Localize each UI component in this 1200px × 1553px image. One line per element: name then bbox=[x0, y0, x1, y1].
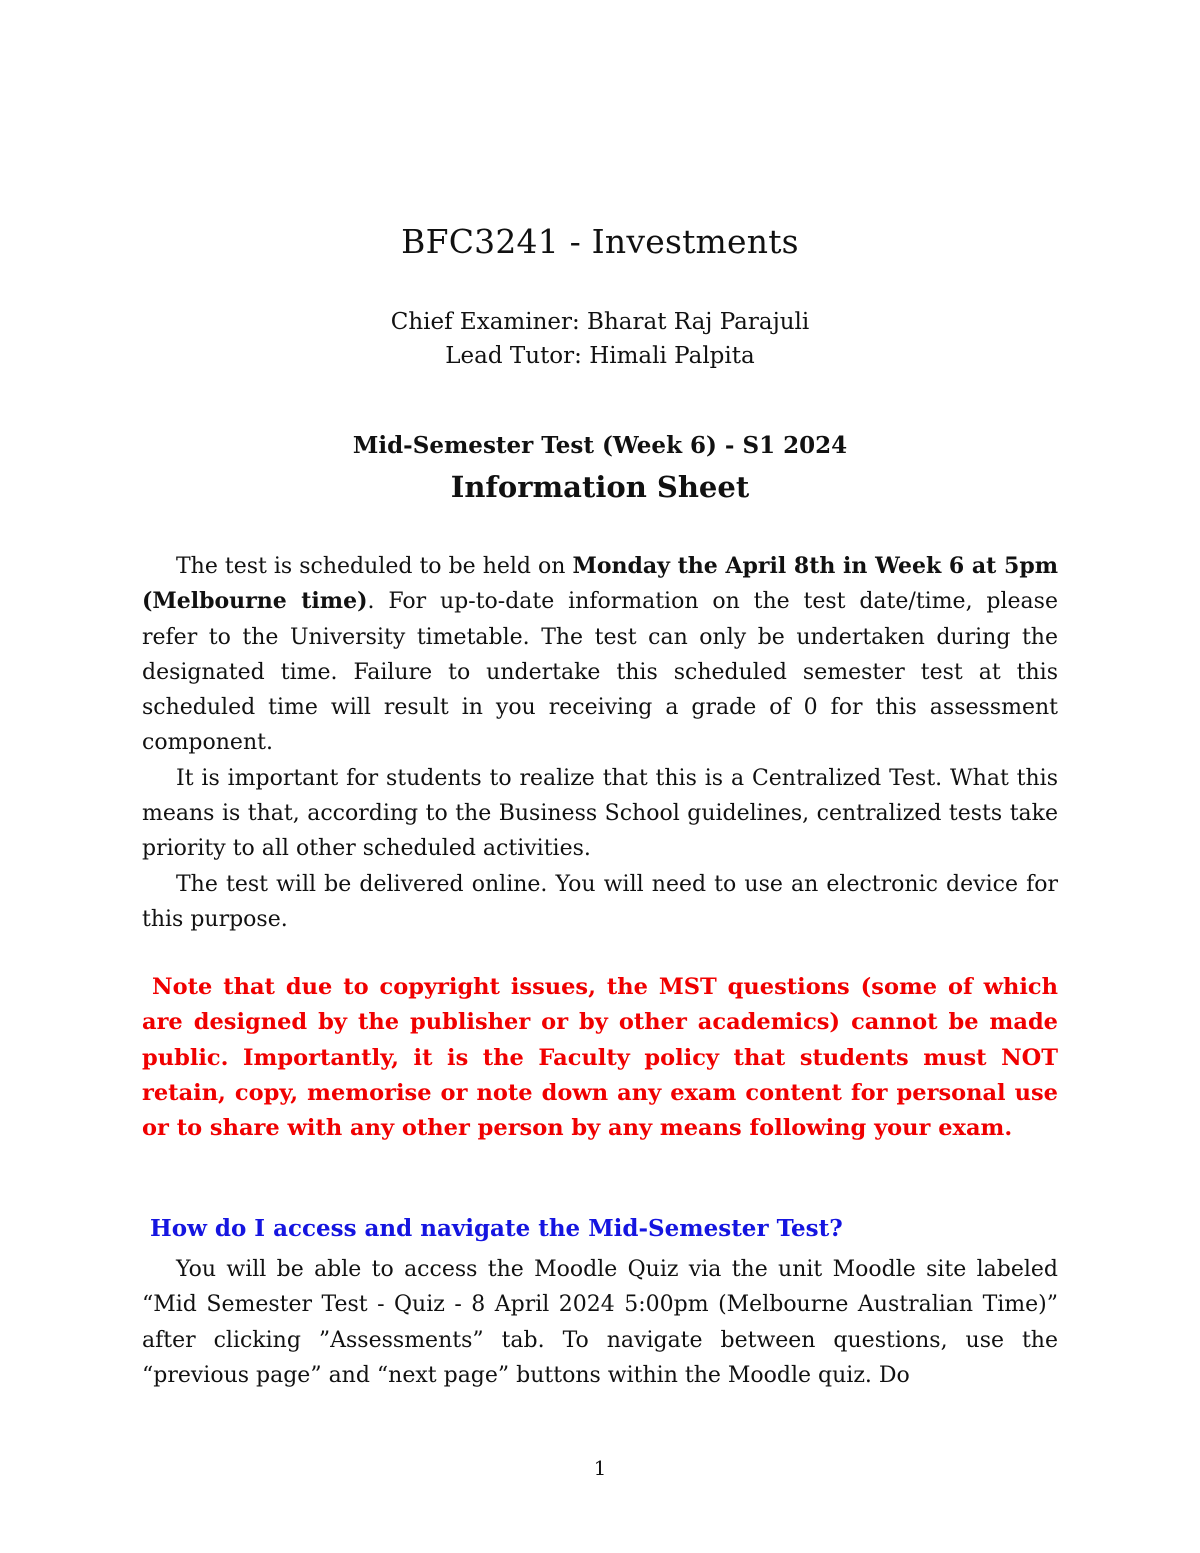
chief-examiner: Chief Examiner: Bharat Raj Parajuli bbox=[390, 309, 810, 335]
intro-section bbox=[142, 549, 1058, 937]
schedule-rest: . For up-to-date information on the test date/time, please refer to the University timetable. The test can only be undertaken during the designated time. Failure to undertake this scheduled semester test at this scheduled time will result in you receiving a grade of 0 for this assessment component. bbox=[142, 589, 1058, 756]
staff-block bbox=[0, 305, 1200, 373]
access-heading: How do I access and navigate the Mid-Semester Test? bbox=[150, 1215, 843, 1242]
sheet-title: Information Sheet bbox=[450, 470, 750, 504]
access-section bbox=[142, 1252, 1058, 1393]
schedule-date: Monday the April 8th in Week 6 at 5pm (Melbourne time) bbox=[142, 553, 1058, 615]
page-number: 1 bbox=[593, 1456, 607, 1480]
online-paragraph: The test will be delivered online. You will need to use an electronic device for this purpose. bbox=[142, 871, 1058, 932]
notice-text: Note that due to copyright issues, the MST questions (some of which are designed by the publisher or by other academics) cannot be made public. Importantly, it is the Faculty policy that students must NOT retain, copy, memorise or note down any exam content for personal use or to share with any other person by any means following your exam. bbox=[142, 974, 1058, 1142]
lead-tutor: Lead Tutor: Himali Palpita bbox=[445, 343, 755, 369]
copyright-notice bbox=[142, 970, 1058, 1146]
test-title: Mid-Semester Test (Week 6) - S1 2024 bbox=[352, 432, 848, 459]
access-paragraph: You will be able to access the Moodle Quiz via the unit Moodle site labeled “Mid Semester Test - Quiz - 8 April 2024 5:00pm (Melbourne Australian Time)” after clicking ”Assessments” tab. To navigate between questions, use the “previous page” and “next page” buttons within the Moodle quiz. Do bbox=[142, 1257, 1058, 1388]
schedule-paragraph bbox=[142, 549, 1058, 761]
course-title: BFC3241 - Investments bbox=[401, 222, 799, 261]
centralized-paragraph: It is important for students to realize that this is a Centralized Test. What this means is that, according to the Business School guidelines, centralized tests take priority to all other scheduled activities. bbox=[142, 765, 1058, 862]
schedule-prefix: The test is scheduled to be held on bbox=[176, 554, 573, 579]
